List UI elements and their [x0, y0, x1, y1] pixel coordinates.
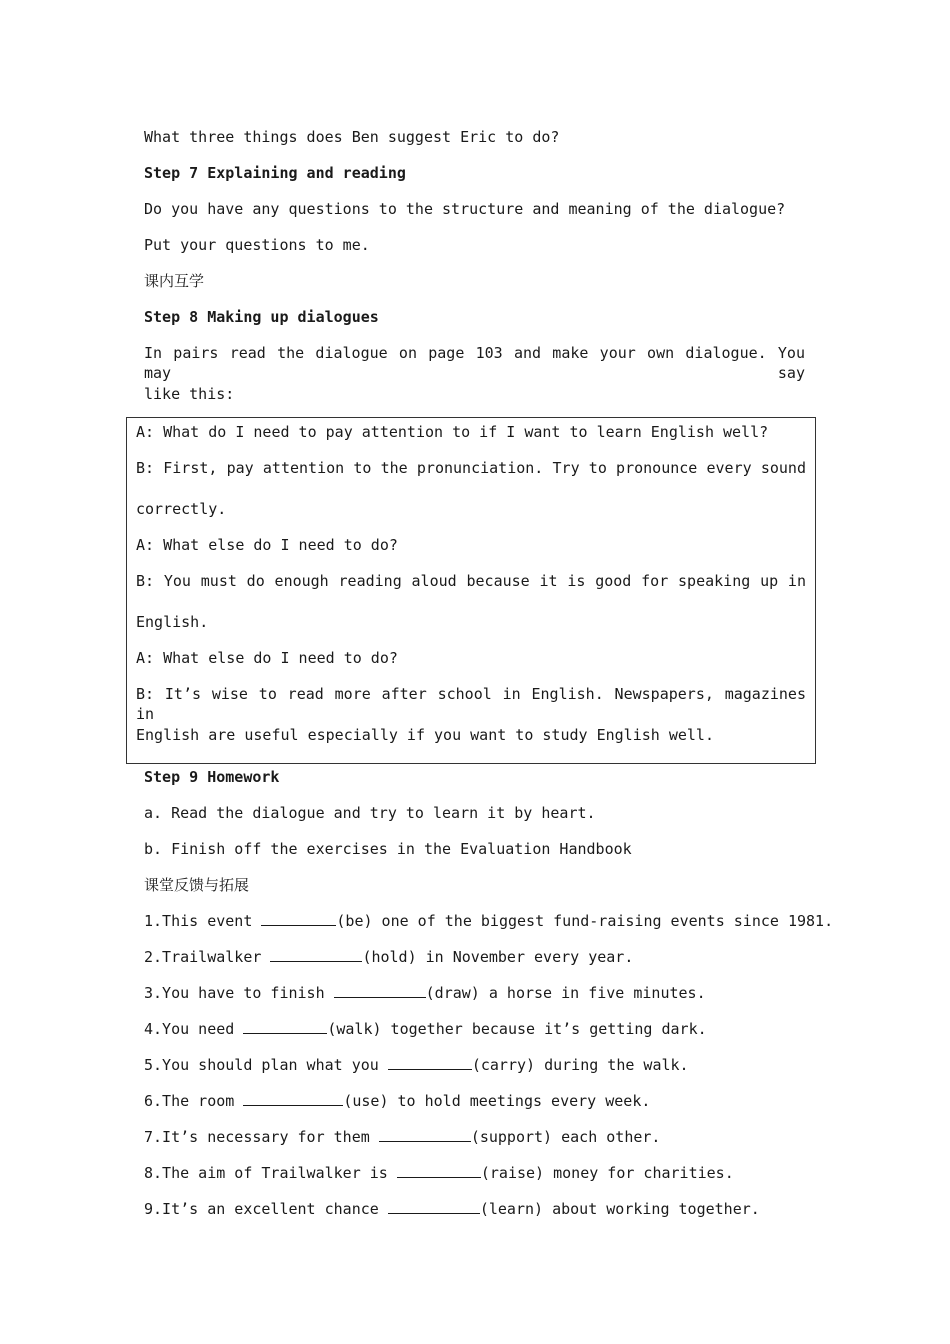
exercise-item: [144, 1199, 760, 1219]
exercise-item: [144, 1091, 650, 1111]
step8-heading: Step 8 Making up dialogues: [144, 308, 379, 326]
answer-blank[interactable]: [397, 1163, 481, 1178]
exercise-text-after: (be) one of the biggest fund-raising events since 1981.: [336, 912, 834, 930]
step8-text-2: like this:: [144, 385, 235, 403]
exercise-text-before: 7.It’s necessary for them: [144, 1128, 379, 1146]
exercise-text-before: 5.You should plan what you: [144, 1056, 388, 1074]
exercise-text-after: (hold) in November every year.: [362, 948, 634, 966]
homework-item-a: a. Read the dialogue and try to learn it by heart.: [144, 804, 596, 822]
exercise-item: [144, 1019, 707, 1039]
answer-blank[interactable]: [388, 1199, 480, 1214]
exercise-text-after: (raise) money for charities.: [480, 1164, 734, 1182]
exercise-text-after: (walk) together because it’s getting dark.: [327, 1020, 707, 1038]
answer-blank[interactable]: [243, 1019, 327, 1034]
step7-text-1: Do you have any questions to the structure and meaning of the dialogue?: [144, 200, 786, 218]
answer-blank[interactable]: [379, 1127, 471, 1142]
exercise-text-before: 2.Trailwalker: [144, 948, 271, 966]
answer-blank[interactable]: [334, 983, 426, 998]
step7-text-2: Put your questions to me.: [144, 236, 370, 254]
step8-text-1: In pairs read the dialogue on page 103 and make your own dialogue. You may say: [144, 344, 805, 382]
exercise-text-before: 3.You have to finish: [144, 984, 334, 1002]
dialogue-line-b1-2: correctly.: [136, 500, 227, 518]
dialogue-line-b2-2: English.: [136, 613, 209, 631]
answer-blank[interactable]: [261, 911, 336, 926]
section-heading-ketang: 课内互学: [144, 272, 205, 290]
exercise-item: [144, 983, 706, 1003]
exercise-item: [144, 1127, 660, 1147]
dialogue-line-a3: A: What else do I need to do?: [136, 649, 398, 667]
dialogue-line-b2-1: B: You must do enough reading aloud because it is good for speaking up in: [136, 572, 806, 590]
answer-blank[interactable]: [270, 947, 362, 962]
exercise-text-before: 9.It’s an excellent chance: [144, 1200, 388, 1218]
exercise-text-before: 6.The room: [144, 1092, 244, 1110]
exercise-item: [144, 947, 633, 967]
dialogue-line-a2: A: What else do I need to do?: [136, 536, 398, 554]
exercise-item: [144, 1163, 734, 1183]
exercise-text-after: (carry) during the walk.: [471, 1056, 689, 1074]
exercise-text-before: 4.You need: [144, 1020, 244, 1038]
exercise-text-before: 8.The aim of Trailwalker is: [144, 1164, 397, 1182]
homework-item-b: b. Finish off the exercises in the Evaluation Handbook: [144, 840, 632, 858]
exercise-text-after: (support) each other.: [470, 1128, 661, 1146]
dialogue-line-b1-1: B: First, pay attention to the pronunciation. Try to pronounce every sound: [136, 459, 806, 477]
section-heading-feedback: 课堂反馈与拓展: [144, 876, 250, 894]
exercise-text-before: 1.This event: [144, 912, 262, 930]
answer-blank[interactable]: [388, 1055, 472, 1070]
step7-heading: Step 7 Explaining and reading: [144, 164, 406, 182]
exercise-text-after: (use) to hold meetings every week.: [343, 1092, 651, 1110]
exercise-item: [144, 1055, 689, 1075]
dialogue-line-b3-1: B: It’s wise to read more after school in English. Newspapers, magazines in: [136, 685, 806, 723]
step9-heading: Step 9 Homework: [144, 768, 280, 786]
question-line: What three things does Ben suggest Eric to do?: [144, 128, 560, 146]
exercise-item: [144, 911, 833, 931]
exercise-text-after: (draw) a horse in five minutes.: [425, 984, 706, 1002]
dialogue-box: [126, 417, 816, 764]
dialogue-line-b3-2: English are useful especially if you want to study English well.: [136, 726, 714, 744]
answer-blank[interactable]: [243, 1091, 343, 1106]
dialogue-line-a1: A: What do I need to pay attention to if I want to learn English well?: [136, 423, 769, 441]
exercise-text-after: (learn) about working together.: [479, 1200, 760, 1218]
